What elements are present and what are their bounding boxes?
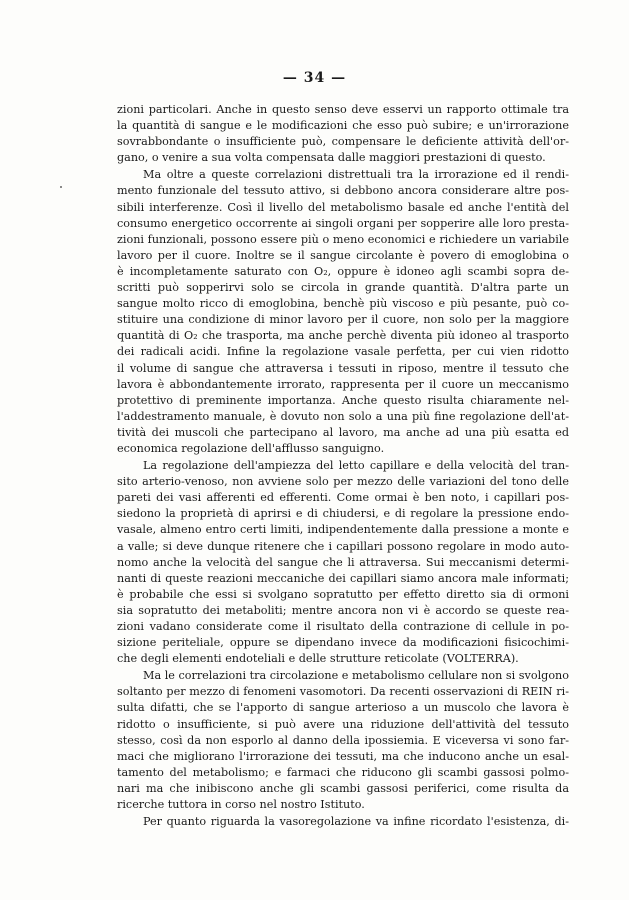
text-line: è incompletamente saturato con O₂, oppure è idoneo agli scambi sopra de- <box>117 264 569 278</box>
text-line: lavora è abbondantemente irrorato, rappresenta per il cuore un meccanismo <box>117 377 569 391</box>
text-line: tività dei muscoli che partecipano al lavoro, ma anche ad una più esatta ed <box>117 425 569 439</box>
text-line: è probabile che essi si svolgano sopratutto per effetto diretto sia di ormoni <box>117 587 569 601</box>
margin-speck <box>60 186 62 188</box>
body-text <box>117 102 569 831</box>
text-line: lavoro per il cuore. Inoltre se il sangue circolante è povero di emoglobina o <box>117 248 569 262</box>
text-line: sangue molto ricco di emoglobina, benchè più viscoso e più pesante, può co- <box>117 297 569 311</box>
paragraph <box>117 668 569 813</box>
text-line: ridotto o insufficiente, si può avere una riduzione dell'attività del tessuto <box>117 717 569 731</box>
text-line: pareti dei vasi afferenti ed efferenti. Come ormai è ben noto, i capillari pos- <box>117 491 569 505</box>
text-line: maci che migliorano l'irrorazione dei tessuti, ma che inducono anche un esal- <box>117 749 569 763</box>
text-line: La regolazione dell'ampiezza del letto capillare e della velocità del tran- <box>143 459 569 473</box>
text-line: il volume di sangue che attraversa i tessuti in riposo, mentre il tessuto che <box>117 361 569 375</box>
text-line: economica regolazione dell'afflusso sanguigno. <box>117 441 385 455</box>
paragraph <box>117 102 569 166</box>
text-line: sibili interferenze. Così il livello del metabolismo basale ed anche l'entità del <box>117 200 569 214</box>
text-line: nomo anche la velocità del sangue che li attraversa. Sui meccanismi determi- <box>117 555 569 569</box>
text-line: stesso, così da non esporlo al danno della ipossiemia. E viceversa vi sono far- <box>117 733 569 747</box>
text-line: che degli elementi endoteliali e delle strutture reticolate (VOLTERRA). <box>117 652 519 666</box>
text-line: sito arterio-venoso, non avviene solo per mezzo delle variazioni del tono delle <box>117 475 569 489</box>
text-line: Ma oltre a queste correlazioni distrettuali tra la irrorazione ed il rendi- <box>143 168 569 182</box>
text-line: soltanto per mezzo di fenomeni vasomotori. Da recenti osservazioni di REIN ri- <box>117 685 569 699</box>
text-line: scritti può sopperirvi solo se circola in grande quantità. D'altra parte un <box>117 281 569 295</box>
text-line: vasale, almeno entro certi limiti, indipendentemente dalla pressione a monte e <box>117 523 569 537</box>
text-line: sia sopratutto dei metaboliti; mentre ancora non vi è accordo se queste rea- <box>117 603 569 617</box>
text-line: gano, o venire a sua volta compensata dalle maggiori prestazioni di questo. <box>117 151 546 165</box>
text-line: nari ma che inibiscono anche gli scambi gassosi periferici, come risulta da <box>117 781 569 795</box>
paragraph <box>117 167 569 457</box>
text-line: sovrabbondante o insufficiente può, compensare le deficiente attività dell'or- <box>117 135 569 149</box>
text-line: stituire una condizione di minor lavoro per il cuore, non solo per la maggiore <box>117 313 569 327</box>
text-line: tamento del metabolismo; e farmaci che riducono gli scambi gassosi polmo- <box>117 765 569 779</box>
text-line: protettivo di preminente importanza. Anche questo risulta chiaramente nel- <box>117 393 569 407</box>
text-line: nanti di queste reazioni meccaniche dei capillari siamo ancora male informati; <box>117 571 569 585</box>
text-line: Per quanto riguarda la vasoregolazione va infine ricordato l'esistenza, di- <box>143 815 569 829</box>
text-line: dei radicali acidi. Infine la regolazione vasale perfetta, per cui vien ridotto <box>117 345 569 359</box>
text-line: zioni vadano considerate come il risultato della contrazione di cellule in po- <box>117 620 569 633</box>
paragraph <box>117 814 569 830</box>
text-line: sulta difatti, che se l'apporto di sangue arterioso a un muscolo che lavora è <box>117 701 569 715</box>
page-number: — 34 — <box>282 70 347 86</box>
text-line: mento funzionale del tessuto attivo, si debbono ancora considerare altre pos- <box>117 184 569 198</box>
text-line: siedono la proprietà di aprirsi e di chiudersi, e di regolare la pressione endo- <box>117 507 569 521</box>
paragraph <box>117 458 569 667</box>
text-line: a valle; si deve dunque ritenere che i capillari possono regolare in modo auto- <box>117 539 569 553</box>
text-line: la quantità di sangue e le modificazioni che esso può subire; e un'irrorazione <box>117 119 569 133</box>
text-line: quantità di O₂ che trasporta, ma anche perchè diventa più idoneo al trasporto <box>117 329 569 343</box>
text-line: Ma le correlazioni tra circolazione e metabolismo cellulare non si svolgono <box>143 669 569 683</box>
text-line: zioni funzionali, possono essere più o meno economici e richiedere un variabile <box>117 232 569 246</box>
text-line: consumo energetico occorrente ai singoli organi per sopperire alle loro presta- <box>117 216 569 230</box>
text-line: sizione periteliale, oppure se dipendano invece da modificazioni fisicochimi- <box>117 636 569 650</box>
text-line: l'addestramento manuale, è dovuto non solo a una più fine regolazione dell'at- <box>117 409 569 423</box>
text-line: ricerche tuttora in corso nel nostro Istituto. <box>117 798 365 812</box>
text-line: zioni particolari. Anche in questo senso deve esservi un rapporto ottimale tra <box>117 103 569 116</box>
